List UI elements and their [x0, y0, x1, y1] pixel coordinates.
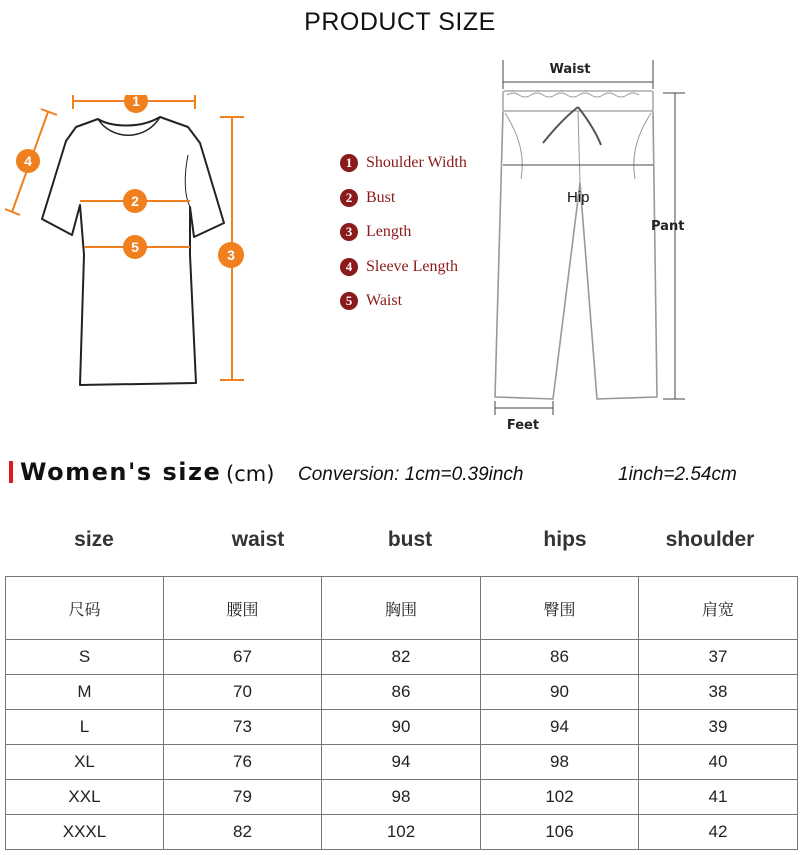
eng-header-shoulder: shoulder	[665, 528, 755, 551]
table-cell: 67	[164, 640, 322, 675]
table-cell: 39	[639, 710, 798, 745]
marker-1-label: 1	[132, 95, 140, 109]
table-cell: M	[6, 675, 164, 710]
waist-label: Waist	[549, 62, 591, 77]
table-cell: 79	[164, 780, 322, 815]
table-cell: 40	[639, 745, 798, 780]
section-unit: (cm)	[226, 462, 275, 486]
table-cell: XL	[6, 745, 164, 780]
legend-item	[340, 152, 467, 187]
size-table	[5, 576, 798, 850]
pant-label: Pant	[651, 219, 685, 234]
table-cell: 76	[164, 745, 322, 780]
table-cell: 94	[322, 745, 481, 780]
table-cell: 82	[322, 640, 481, 675]
table-cell: 90	[322, 710, 481, 745]
legend-number: 4	[340, 258, 358, 276]
conversion-inch: 1inch=2.54cm	[618, 464, 737, 485]
table-cell: 37	[639, 640, 798, 675]
legend-label: Length	[366, 223, 412, 240]
table-cell: 82	[164, 815, 322, 850]
table-cell: 94	[481, 710, 639, 745]
legend-item	[340, 221, 467, 256]
marker-5-label: 5	[131, 239, 139, 255]
legend-number: 5	[340, 292, 358, 310]
eng-header-size: size	[74, 528, 114, 551]
table-cell: XXL	[6, 780, 164, 815]
legend-label: Shoulder Width	[366, 154, 467, 171]
legend-number: 1	[340, 154, 358, 172]
conversion-cm: Conversion: 1cm=0.39inch	[298, 464, 524, 485]
table-cell: 86	[481, 640, 639, 675]
legend-number: 3	[340, 223, 358, 241]
table-cell: L	[6, 710, 164, 745]
section-accent-bar	[9, 461, 13, 483]
marker-2-label: 2	[131, 193, 139, 209]
table-cell: S	[6, 640, 164, 675]
legend-label: Bust	[366, 188, 396, 206]
eng-header-bust: bust	[387, 528, 433, 551]
table-row	[6, 710, 798, 745]
table-row	[6, 815, 798, 850]
table-row	[6, 745, 798, 780]
table-row	[6, 640, 798, 675]
table-row	[6, 780, 798, 815]
table-cell: 86	[322, 675, 481, 710]
table-cell: 102	[481, 780, 639, 815]
table-cell: XXXL	[6, 815, 164, 850]
measurement-legend	[340, 152, 467, 325]
header-cell: 腰围	[164, 577, 322, 640]
legend-label: Sleeve Length	[366, 257, 458, 275]
legend-label: Waist	[366, 292, 403, 309]
table-cell: 102	[322, 815, 481, 850]
eng-header-hips: hips	[543, 528, 587, 551]
section-title: Women's size	[20, 458, 222, 486]
marker-4-label: 4	[24, 153, 32, 169]
table-cell: 73	[164, 710, 322, 745]
feet-label: Feet	[506, 418, 540, 433]
table-cell: 90	[481, 675, 639, 710]
table-cell: 41	[639, 780, 798, 815]
page-title: PRODUCT SIZE	[304, 8, 496, 36]
header-cell: 臀围	[481, 577, 639, 640]
pants-outline	[495, 111, 657, 399]
hip-label: Hip	[567, 189, 590, 206]
marker-3-label: 3	[227, 247, 235, 263]
header-cell: 胸围	[322, 577, 481, 640]
eng-header-waist: waist	[231, 528, 285, 551]
table-row	[6, 675, 798, 710]
table-cell: 70	[164, 675, 322, 710]
table-cell: 98	[322, 780, 481, 815]
legend-number: 2	[340, 189, 358, 207]
table-cell: 38	[639, 675, 798, 710]
table-cell: 98	[481, 745, 639, 780]
table-cell: 106	[481, 815, 639, 850]
header-cell: 尺码	[6, 577, 164, 640]
legend-item	[340, 290, 467, 325]
table-cell: 42	[639, 815, 798, 850]
legend-item	[340, 187, 467, 222]
header-cell: 肩宽	[639, 577, 798, 640]
table-header-row	[6, 577, 798, 640]
dress-diagram	[0, 95, 270, 395]
legend-item	[340, 256, 467, 291]
pants-diagram	[485, 55, 700, 440]
